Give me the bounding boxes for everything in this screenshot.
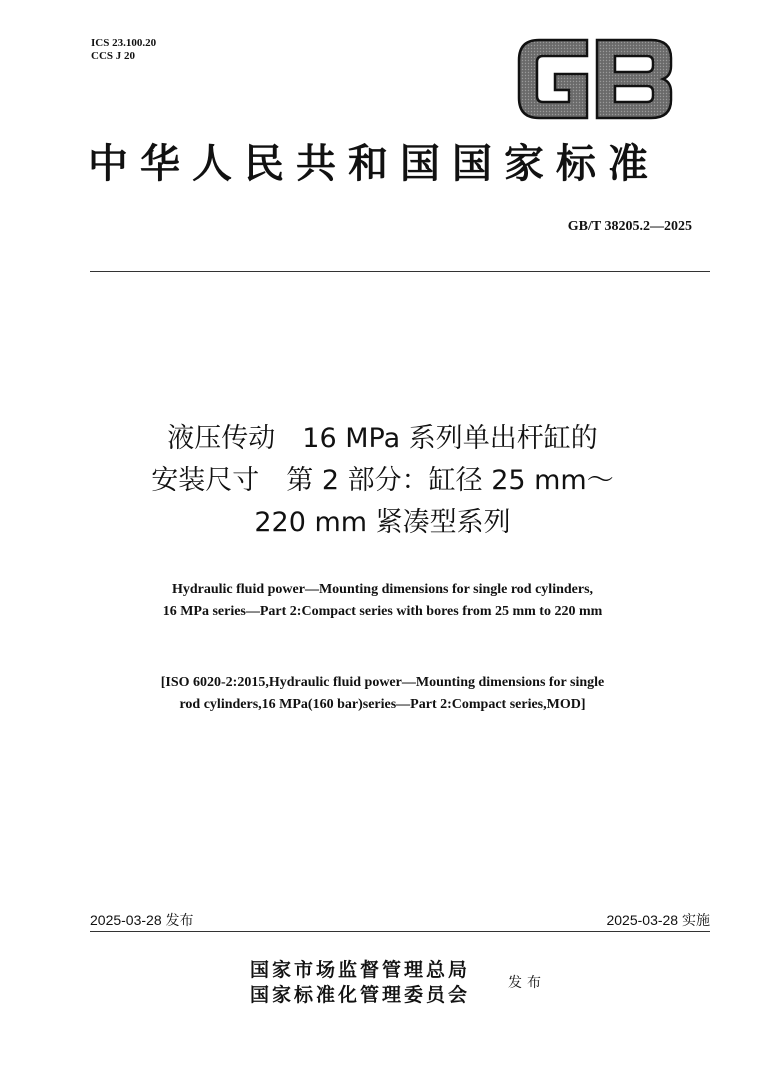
classification-codes — [91, 37, 156, 63]
chinese-title — [60, 418, 705, 544]
standard-type-heading: 中华人民共和国国家标准 — [88, 140, 660, 187]
chinese-title-line: 220 mm 紧凑型系列 — [254, 507, 511, 538]
gb-logo — [515, 38, 675, 120]
issue-action: 发布 — [508, 975, 546, 991]
dates-row — [90, 910, 710, 930]
issuer-name: 国家标准化管理委员会 — [250, 984, 471, 1006]
iso-reference-line: rod cylinders,16 MPa(160 bar)series—Part 2:Compact series,MOD] — [179, 697, 586, 712]
english-title — [60, 579, 705, 623]
chinese-title-line: 安装尺寸 第 2 部分：缸径 25 mm～ — [151, 465, 614, 496]
implementation-date: 2025-03-28 实施 — [606, 912, 710, 928]
iso-reference-line: [ISO 6020-2:2015,Hydraulic fluid power—Mounting dimensions for single — [160, 675, 605, 690]
header-divider — [90, 271, 710, 272]
english-title-line: Hydraulic fluid power—Mounting dimensions for single rod cylinders, — [171, 582, 594, 597]
gb-logo-text: GB — [515, 38, 517, 39]
ccs-code: CCS J 20 — [91, 50, 136, 62]
issuing-authorities — [250, 958, 570, 1018]
ics-code: ICS 23.100.20 — [91, 37, 157, 49]
release-date: 2025-03-28 发布 — [90, 912, 194, 928]
chinese-title-line: 液压传动 16 MPa 系列单出杆缸的 — [167, 423, 598, 454]
iso-reference — [60, 672, 705, 716]
standard-number: GB/T 38205.2—2025 — [567, 219, 692, 234]
issuer-names — [250, 958, 470, 1008]
english-title-line: 16 MPa series—Part 2:Compact series with bores from 25 mm to 220 mm — [162, 604, 603, 619]
footer-divider — [90, 931, 710, 932]
issuer-name: 国家市场监督管理总局 — [250, 959, 471, 981]
